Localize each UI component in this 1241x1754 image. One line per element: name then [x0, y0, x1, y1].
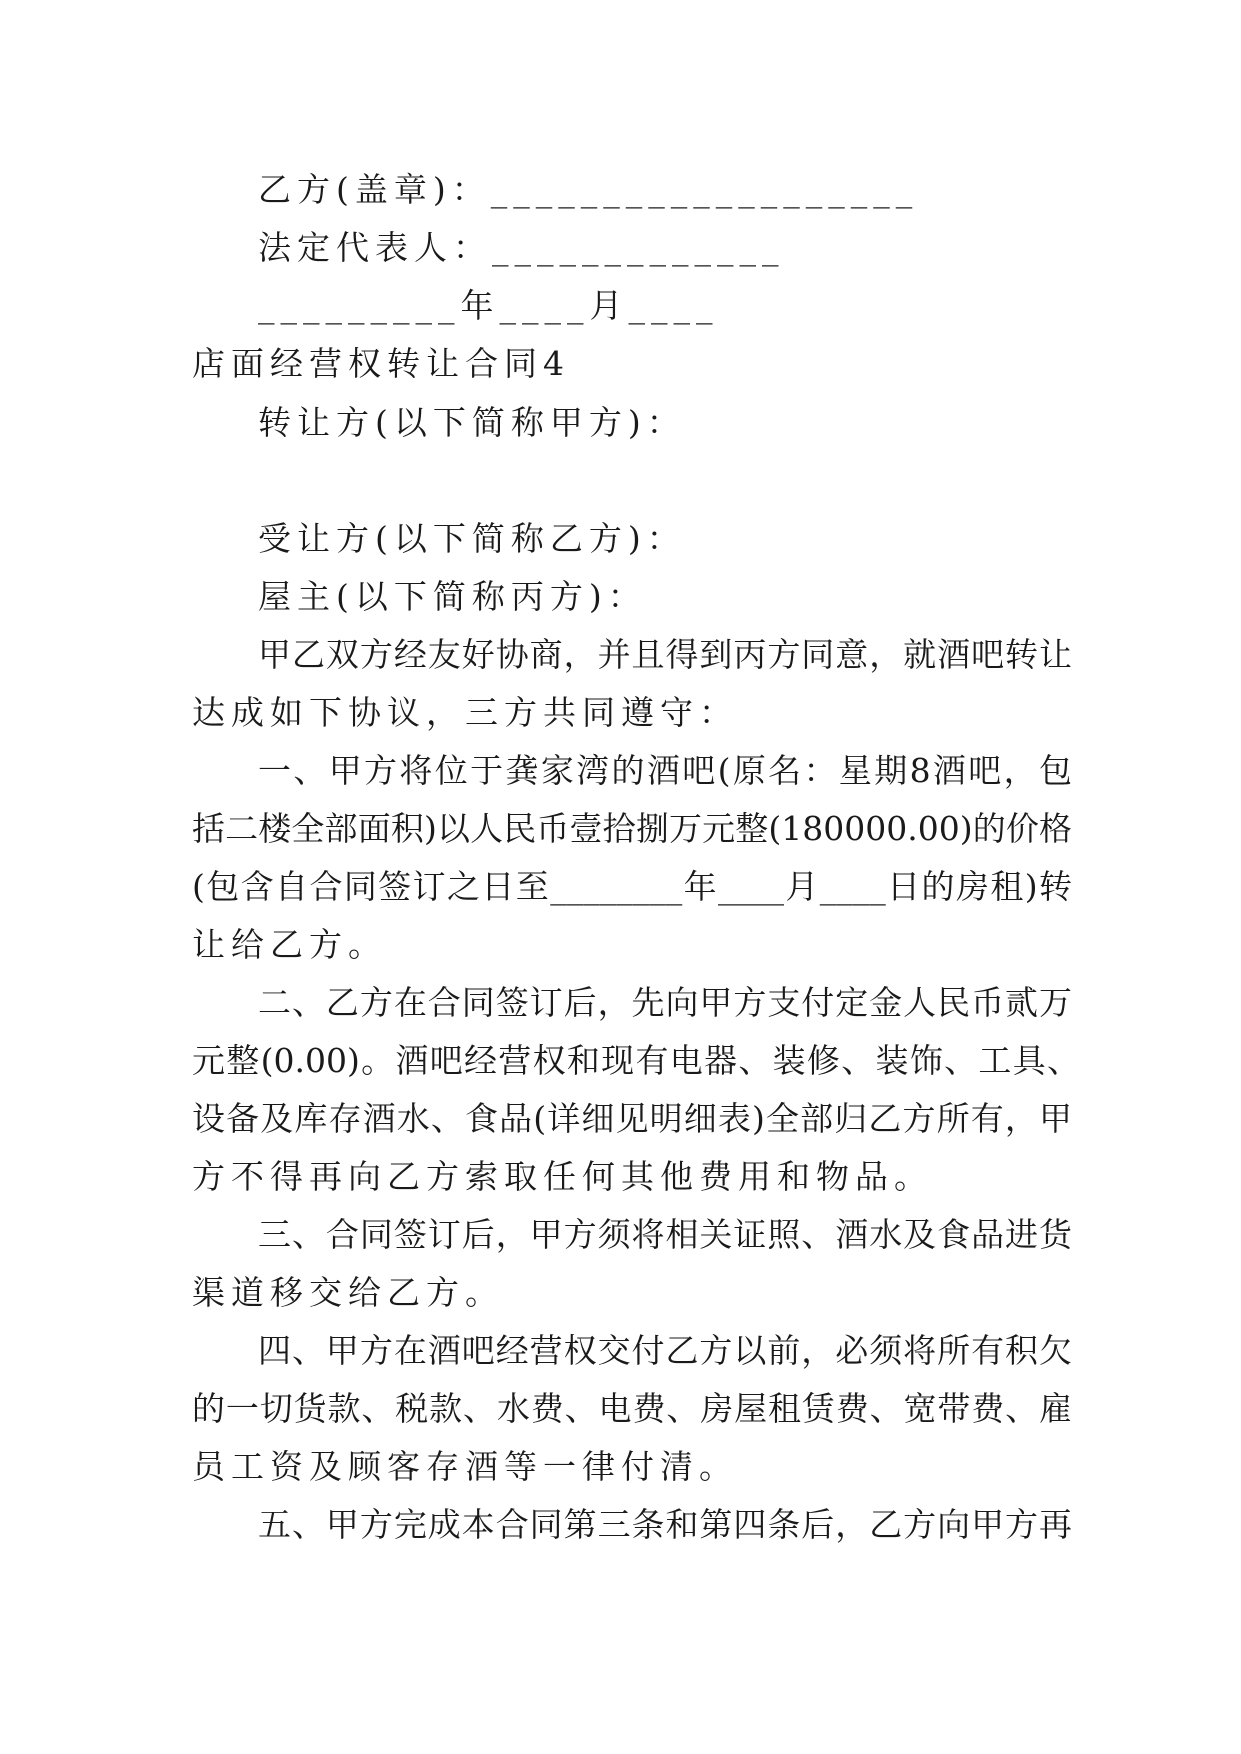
transferee-line: 受让方(以下简称乙方)： [258, 519, 686, 558]
paragraph-line: 括二楼全部面积)以人民币壹拾捌万元整(180000.00)的价格 [192, 809, 1072, 848]
paragraph-line: 让给乙方。 [192, 925, 387, 964]
paragraph-line: 元整(0.00)。酒吧经营权和现有电器、装修、装饰、工具、 [192, 1041, 1080, 1080]
landlord-line: 屋主(以下简称丙方)： [258, 577, 647, 616]
paragraph-line: 方不得再向乙方索取任何其他费用和物品。 [192, 1157, 933, 1196]
paragraph-line: 渠道移交给乙方。 [192, 1273, 504, 1312]
paragraph-line: 四、甲方在酒吧经营权交付乙方以前，必须将所有积欠 [258, 1331, 1072, 1370]
paragraph-line: (包含自合同签订之日至________年____月____日的房租)转 [192, 867, 1072, 906]
paragraph-line: 五、甲方完成本合同第三条和第四条后，乙方向甲方再 [258, 1505, 1072, 1544]
paragraph-line: 二、乙方在合同签订后，先向甲方支付定金人民币贰万 [258, 983, 1072, 1022]
legal-representative-line: 法定代表人：_____________ [258, 228, 785, 267]
paragraph-line: 三、合同签订后，甲方须将相关证照、酒水及食品进货 [258, 1215, 1072, 1254]
contract-title: 店面经营权转让合同4 [192, 344, 570, 383]
date-line: _________年____月____ [258, 286, 719, 325]
party-b-seal-line: 乙方(盖章)：___________________ [258, 170, 919, 209]
paragraph-line: 员工资及顾客存酒等一律付清。 [192, 1447, 738, 1486]
paragraph-line: 达成如下协议，三方共同遵守： [192, 693, 738, 732]
paragraph-line: 的一切货款、税款、水费、电费、房屋租赁费、宽带费、雇 [192, 1389, 1072, 1428]
transferor-line: 转让方(以下简称甲方)： [258, 403, 686, 442]
paragraph-line: 甲乙双方经友好协商，并且得到丙方同意，就酒吧转让 [258, 635, 1072, 674]
paragraph-line: 设备及库存酒水、食品(详细见明细表)全部归乙方所有，甲 [192, 1099, 1072, 1138]
paragraph-line: 一、甲方将位于龚家湾的酒吧(原名：星期8酒吧，包 [258, 751, 1072, 790]
